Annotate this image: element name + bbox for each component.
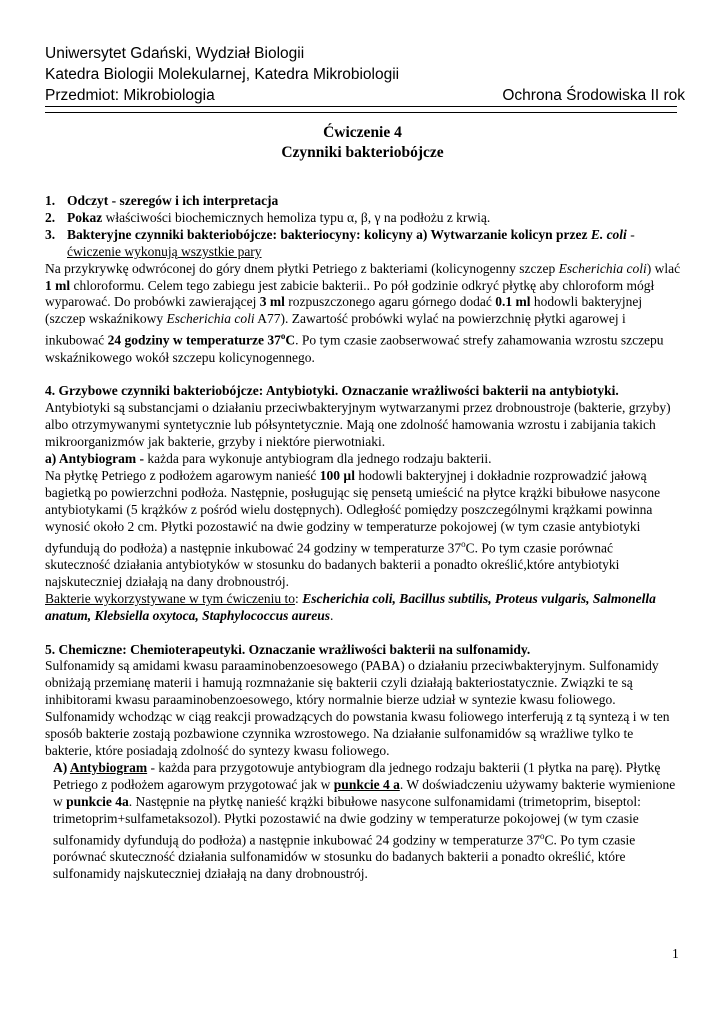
section-5a-procedure: A) Antybiogram - każda para przygotowuje antybiogram dla jednego rodzaju bakterii (1 płytka na parę). Płytkę Petriego z podłożem agarowym przygotować jak w punkcie 4 a. W doświadczeniu używamy bakterie wymienione w punkcie 4a. Następnie na płytkę nanieść krążki bibułowe nasycone sulfonamidami (trimetoprim, biseptol: trimetoprim+sulfametaksozol). Płytki pozostawić na dwie godziny w temperaturze pokojowej (w tym czasie sulfonamidy dyfundują do podłoża) a następnie inkubować 24 godziny w temperaturze 37$^o$C. Po tym czasie porównać skuteczność działania sulfonamidów w stosunku do badanych bakterii a ponadto określić, które sulfonamidy najskuteczniej działają na dany drobnoustrój. bbox=[53, 759, 676, 881]
page-number: 1 bbox=[672, 946, 679, 961]
section-4-heading: 4. Grzybowe czynniki bakteriobójcze: Antybiotyki. Oznaczanie wrażliwości bakterii na antybiotyki. bbox=[45, 383, 619, 399]
section-4-procedure: Na płytkę Petriego z podłożem agarowym nanieść 100 µl hodowli bakteryjnej i dokładnie rozprowadzić jałową bagietką po powierzchni podłoża. Następnie, posługując się pensetą umieścić na płytce krążki bibułowe nasycone antybiotykami (5 krążków z pośród wielu dostępnych). Odległość pomiędzy poszczególnymi krążkami powinna wynosić około 2 cm. Płytki pozostawić na dwie godziny w temperaturze pokojowej (w tym czasie antybiotyki dyfundują do podłoża) a następnie inkubować 24 godziny w temperaturze 37$^o$C. Po tym czasie porównać skuteczność działania antybiotyków w stosunku do badanych bakterii a ponadto określić,które antybiotyki najskuteczniej działają na dany drobnoustrój. bbox=[45, 467, 661, 589]
header-university: Uniwersytet Gdański, Wydział Biologii bbox=[45, 45, 305, 62]
section-4-intro: Antybiotyki są substancjami o działaniu przeciwbakteryjnym wytwarzanymi przez drobnoustroje (bakterie, grzyby) albo otrzymywanymi syntetycznie lub półsyntetycznie. Mają one zdolność hamowania wzrostu i zabijania takich mikroorganizmów jak bakterie, grzyby i niektóre pierwotniaki. bbox=[45, 400, 671, 450]
header-separator-rule bbox=[45, 106, 677, 113]
document-header bbox=[45, 43, 685, 106]
section-4a-line: a) Antybiogram - każda para wykonuje antybiogram dla jednego rodzaju bakterii. bbox=[45, 451, 492, 467]
exercise-title: Ćwiczenie 4 bbox=[323, 124, 402, 141]
exercise-subject: Czynniki bakteriobójcze bbox=[281, 144, 444, 161]
header-program: Ochrona Środowiska II rok bbox=[502, 87, 685, 104]
colicin-procedure-paragraph: Na przykrywkę odwróconej do góry dnem płytki Petriego z bakteriami (kolicynogenny szczep Escherichia coli) wlać 1 ml chloroformu. Celem tego zabiegu jest zabicie bakterii.. Po pół godzinie odkryć płytkę aby chloroform mógł wyparować. Do probówki zawierającej 3 ml rozpuszczonego agaru górnego dodać 0.1 ml hodowli bakteryjnej (szczep wskaźnikowy Escherichia coli A77). Zawartość probówki wylać na powierzchnię płytki agarowej i inkubować 24 godziny w temperaturze 37$^o$C. Po tym czasie zaobserwować strefy zahamowania wzrostu szczepu wskaźnikowego wokół szczepu kolicynogennego. bbox=[45, 260, 681, 365]
section-5-heading: 5. Chemiczne: Chemioterapeutyki. Oznaczanie wrażliwości bakterii na sulfonamidy. bbox=[45, 641, 531, 657]
section-5-intro: Sulfonamidy są amidami kwasu paraaminobenzoesowego (PABA) o działaniu przeciwbakteryjnym. Sulfonamidy obniżają przemianę materii i hamują rozmnażanie się bakterii czyli działają bakteriostatycznie. Związki te są inhibitorami kwasu paraaminobenzoesowego, który normalnie bierze udział w syntezie kwasu foliowego. Sulfonamidy wchodząc w ciąg reakcji prowadzących do powstania kwasu foliowego interferują z tą syntezą i w ten sposób bakterie zostają pozbawione czynnika wzrostowego. Na działanie sulfonamidów są wrażliwe tylko te bakterie, które posiadają zdolność do syntezy kwasu foliowego. bbox=[45, 658, 670, 758]
header-subject: Przedmiot: Mikrobiologia bbox=[45, 87, 215, 104]
section-4-bacteria-list: Bakterie wykorzystywane w tym ćwiczeniu to: Escherichia coli, Bacillus subtilis, Proteus vulgaris, Salmonella anatum, Klebsiella oxytoca, Staphylococcus aureus. bbox=[45, 590, 656, 623]
list-item-2: 2. Pokaz właściwości biochemicznych hemoliza typu α, β, γ na podłożu z krwią. bbox=[45, 209, 491, 225]
header-department: Katedra Biologii Molekularnej, Katedra Mikrobiologii bbox=[45, 66, 400, 83]
list-item-3: 3. Bakteryjne czynniki bakteriobójcze: bakteriocyny: kolicyny a) Wytwarzanie kolicyn przez E. coli - ćwiczenie wykonują wszystkie pary bbox=[45, 226, 635, 259]
list-item-1: 1. Odczyt - szeregów i ich interpretacja bbox=[45, 193, 279, 208]
document-body bbox=[45, 193, 681, 883]
header-course-row bbox=[45, 85, 685, 106]
